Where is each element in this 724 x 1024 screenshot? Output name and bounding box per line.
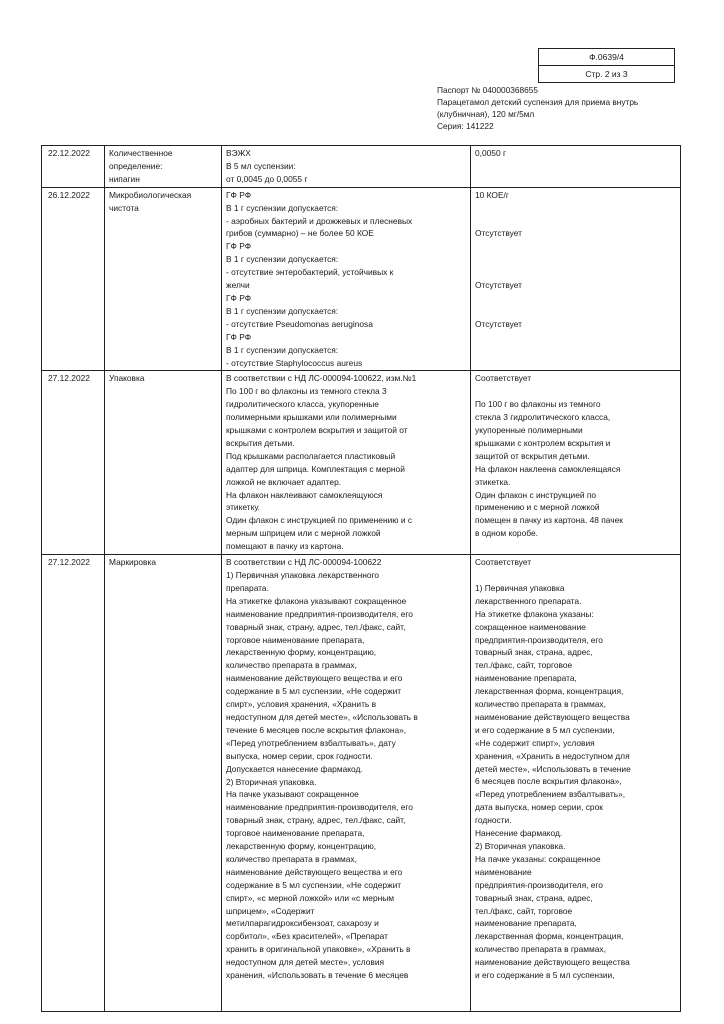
requirement-line: - отсутствие Pseudomonas aeruginosa xyxy=(226,318,373,329)
result-line: и его содержание в 5 мл суспензии, xyxy=(475,724,615,735)
result-line: хранения, «Хранить в недоступном для xyxy=(475,750,630,761)
result-line xyxy=(475,569,676,582)
requirement-line: хранить в оригинальной упаковке», «Хранить в xyxy=(226,944,411,955)
test-name-line: Маркировка xyxy=(109,557,156,568)
requirement-line: шприцем», «Содержит xyxy=(226,905,315,916)
test-name-line: определение: xyxy=(109,160,163,171)
result-line: дата выпуска, номер серии, срок xyxy=(475,802,603,813)
table-row xyxy=(42,146,681,188)
test-name-line: нипагин xyxy=(109,173,140,184)
passport-line: Парацетамол детский суспензия для приема внутрь xyxy=(437,97,639,107)
test-date-cell xyxy=(42,146,105,188)
requirement-line: торговое наименование препарата, xyxy=(226,828,365,839)
requirement-line: В 1 г суспензии допускается: xyxy=(226,254,339,265)
result-line: товарный знак, страна, адрес, xyxy=(475,647,593,658)
requirement-line: В 1 г суспензии допускается: xyxy=(226,305,339,316)
result-line: Отсутствует xyxy=(475,318,522,329)
requirement-cell xyxy=(222,555,471,1012)
result-line: годности. xyxy=(475,815,512,826)
requirement-line: содержание в 5 мл суспензии, «Не содержит xyxy=(226,686,402,697)
result-line: «Не содержит спирт», условия xyxy=(475,737,595,748)
result-line: наименование действующего вещества xyxy=(475,711,630,722)
requirement-line: спирт», условия хранения, «Хранить в xyxy=(226,699,377,710)
result-line xyxy=(475,202,676,215)
result-line: 6 месяцев после вскрытия флакона», xyxy=(475,776,622,787)
passport-line: Паспорт № 040000368655 xyxy=(437,85,538,95)
result-line: Соответствует xyxy=(475,557,532,568)
requirement-line: мерным шприцем или с мерной ложкой xyxy=(226,528,381,539)
result-line xyxy=(475,292,676,305)
requirement-line: ГФ РФ xyxy=(226,292,252,303)
requirement-line: В 1 г суспензии допускается: xyxy=(226,344,339,355)
result-line: лекарственная форма, концентрация, xyxy=(475,686,624,697)
result-line: помещен в пачку из картона. 48 пачек xyxy=(475,515,623,526)
result-line: 2) Вторичная упаковка. xyxy=(475,841,566,852)
requirement-line: адаптер для шприца. Комплектация с мерной xyxy=(226,463,405,474)
requirement-line: товарный знак, страну, адрес, тел./факс, сайт, xyxy=(226,621,406,632)
result-line: наименование xyxy=(475,866,532,877)
result-line: 1) Первичная упаковка xyxy=(475,582,565,593)
test-name-cell xyxy=(105,371,222,555)
result-cell xyxy=(471,555,681,1012)
requirement-line: желчи xyxy=(226,280,250,291)
requirement-line: количество препарата в граммах, xyxy=(226,660,357,671)
requirement-line: наименование действующего вещества и его xyxy=(226,866,403,877)
requirement-line: спирт», «с мерной ложкой» или «с мерным xyxy=(226,892,394,903)
requirement-line: лекарственную форму, концентрацию, xyxy=(226,647,377,658)
test-name-cell xyxy=(105,146,222,188)
result-line: наименование препарата, xyxy=(475,918,577,929)
test-name-cell xyxy=(105,187,222,371)
requirement-line: наименование предприятия-производителя, его xyxy=(226,802,413,813)
result-line: крышками с контролем вскрытия и xyxy=(475,437,611,448)
requirement-line: метилпарагидроксибензоат, сахарозу и xyxy=(226,918,379,929)
result-line xyxy=(475,266,676,279)
passport-line: (клубничная), 120 мг/5мл xyxy=(437,109,535,119)
test-date-cell xyxy=(42,555,105,1012)
requirement-line: ГФ РФ xyxy=(226,189,252,200)
test-name-cell xyxy=(105,555,222,1012)
result-cell xyxy=(471,371,681,555)
result-line: количество препарата в граммах, xyxy=(475,944,606,955)
requirement-line: наименование действующего вещества и его xyxy=(226,673,403,684)
requirement-line: ГФ РФ xyxy=(226,331,252,342)
result-line: наименование действующего вещества xyxy=(475,957,630,968)
result-line xyxy=(475,215,676,228)
requirement-cell xyxy=(222,371,471,555)
requirement-line: полимерными крышками или полимерными xyxy=(226,412,397,423)
requirement-line: хранения, «Использовать в течение 6 месяцев xyxy=(226,970,409,981)
requirement-line: гидролитического класса, укупоренные xyxy=(226,399,379,410)
requirement-line: этикетку. xyxy=(226,502,261,513)
result-line: укупоренные полимерными xyxy=(475,425,583,436)
requirement-line: недоступном для детей месте», условия xyxy=(226,957,385,968)
requirement-line: торговое наименование препарата, xyxy=(226,634,365,645)
result-line: применению и с мерной ложкой xyxy=(475,502,600,513)
test-date: 26.12.2022 xyxy=(48,189,90,200)
table-row xyxy=(42,555,681,1012)
test-date-cell xyxy=(42,371,105,555)
requirement-line: крышками с контролем вскрытия и защитой от xyxy=(226,425,408,436)
requirement-line: 1) Первичная упаковка лекарственного xyxy=(226,570,380,580)
result-line: «Перед употреблением взбалтывать», xyxy=(475,789,626,800)
requirement-line: - отсутствие энтеробактерий, устойчивых к xyxy=(226,267,394,278)
requirement-line: «Перед употреблением взбалтывать», дату xyxy=(226,737,396,748)
requirement-line: от 0,0045 до 0,0055 г xyxy=(226,173,308,184)
result-line: количество препарата в граммах, xyxy=(475,699,606,710)
result-line: По 100 г во флаконы из темного xyxy=(475,399,601,410)
requirement-line: На этикетке флакона указывают сокращенное xyxy=(226,595,407,606)
requirement-line: лекарственную форму, концентрацию, xyxy=(226,841,377,852)
requirement-line: недоступном для детей месте», «Использовать в xyxy=(226,711,418,722)
result-line: 0,0050 г xyxy=(475,148,506,158)
result-line: Один флакон с инструкцией по xyxy=(475,489,597,500)
result-line: Отсутствует xyxy=(475,279,522,290)
test-name-line: Микробиологическая xyxy=(109,189,192,200)
result-line: этикетка. xyxy=(475,476,511,487)
result-line: На этикетке флакона указаны: xyxy=(475,608,594,619)
form-code: Ф.0639/4 xyxy=(589,52,624,62)
page-number: Стр. 2 из 3 xyxy=(539,65,674,82)
requirement-cell xyxy=(222,187,471,371)
result-line: лекарственного препарата. xyxy=(475,595,582,606)
result-line: наименование препарата, xyxy=(475,673,577,684)
requirement-line: По 100 г во флаконы из темного стекла 3 xyxy=(226,386,387,397)
requirement-line: - аэробных бактерий и дрожжевых и плесневых xyxy=(226,215,413,226)
requirement-line: товарный знак, страну, адрес, тел./факс, сайт, xyxy=(226,815,406,826)
test-date: 27.12.2022 xyxy=(48,557,90,568)
requirement-line: В соответствии с НД ЛС-000094-100622 xyxy=(226,557,382,568)
requirement-line: течение 6 месяцев после вскрытия флакона», xyxy=(226,724,407,735)
result-line: На флакон наклеена самоклеящаяся xyxy=(475,463,621,474)
table-row xyxy=(42,371,681,555)
result-line: Отсутствует xyxy=(475,228,522,239)
requirement-line: - отсутствие Staphylococcus aureus xyxy=(226,357,363,368)
requirement-line: В 5 мл суспензии: xyxy=(226,160,296,171)
requirement-line: Допускается нанесение фармакод. xyxy=(226,763,363,774)
result-line: товарный знак, страна, адрес, xyxy=(475,892,593,903)
result-line xyxy=(475,305,676,318)
result-line: Соответствует xyxy=(475,373,532,384)
requirement-line: ВЭЖХ xyxy=(226,148,251,158)
requirement-line: В соответствии с НД ЛС-000094-100622, изм.№1 xyxy=(226,373,417,384)
requirement-line: 2) Вторичная упаковка. xyxy=(226,776,317,787)
requirement-line: препарата. xyxy=(226,582,269,593)
requirement-line: ГФ РФ xyxy=(226,241,252,252)
result-line: стекла 3 гидролитического класса, xyxy=(475,412,611,423)
result-line xyxy=(475,240,676,253)
test-date: 22.12.2022 xyxy=(48,148,90,158)
requirement-line: ложкой не включает адаптер. xyxy=(226,476,342,487)
requirement-line: помещают в пачку из картона. xyxy=(226,541,344,552)
result-line: Нанесение фармакод. xyxy=(475,828,563,839)
requirement-line: вскрытия детьми. xyxy=(226,437,295,448)
result-cell xyxy=(471,187,681,371)
requirement-cell xyxy=(222,146,471,188)
result-line: детей месте», «Использовать в течение xyxy=(475,763,631,774)
requirement-line: содержание в 5 мл суспензии, «Не содержит xyxy=(226,879,402,890)
result-line: тел./факс, сайт, торговое xyxy=(475,660,573,671)
requirement-line: сорбитол», «Без красителей», «Препарат xyxy=(226,931,388,942)
requirement-line: Под крышками располагается пластиковый xyxy=(226,450,396,461)
result-line: и его содержание в 5 мл суспензии, xyxy=(475,970,615,981)
result-line: На пачке указаны: сокращенное xyxy=(475,853,601,864)
result-line: защитой от вскрытия детьми. xyxy=(475,450,590,461)
requirement-line: грибов (суммарно) – не более 50 КОЕ xyxy=(226,228,374,239)
result-line: лекарственная форма, концентрация, xyxy=(475,931,624,942)
result-line: в одном коробе. xyxy=(475,528,538,539)
passport-header xyxy=(437,84,638,132)
test-name-line: Количественное xyxy=(109,148,173,158)
result-line: тел./факс, сайт, торговое xyxy=(475,905,573,916)
requirement-line: выпуска, номер серии, срок годности. xyxy=(226,750,373,761)
test-results-table xyxy=(41,145,681,1012)
requirement-line: На пачке указывают сокращенное xyxy=(226,789,359,800)
test-date: 27.12.2022 xyxy=(48,373,90,384)
result-line xyxy=(475,253,676,266)
requirement-line: Один флакон с инструкцией по применению и с xyxy=(226,515,413,526)
result-line: сокращенное наименование xyxy=(475,621,586,632)
test-name-line: Упаковка xyxy=(109,373,145,384)
table-row xyxy=(42,187,681,371)
requirement-line: На флакон наклеивают самоклеящуюся xyxy=(226,489,383,500)
result-cell xyxy=(471,146,681,188)
test-date-cell xyxy=(42,187,105,371)
result-line: предприятия-производителя, его xyxy=(475,634,603,645)
result-line: 10 КОЕ/г xyxy=(475,189,509,200)
passport-line: Серия: 141222 xyxy=(437,121,494,131)
requirement-line: В 1 г суспензии допускается: xyxy=(226,202,339,213)
result-line xyxy=(475,385,676,398)
result-line: предприятия-производителя, его xyxy=(475,879,603,890)
requirement-line: количество препарата в граммах, xyxy=(226,853,357,864)
form-number-box xyxy=(538,48,675,83)
test-name-line: чистота xyxy=(109,202,139,213)
requirement-line: наименование предприятия-производителя, его xyxy=(226,608,413,619)
